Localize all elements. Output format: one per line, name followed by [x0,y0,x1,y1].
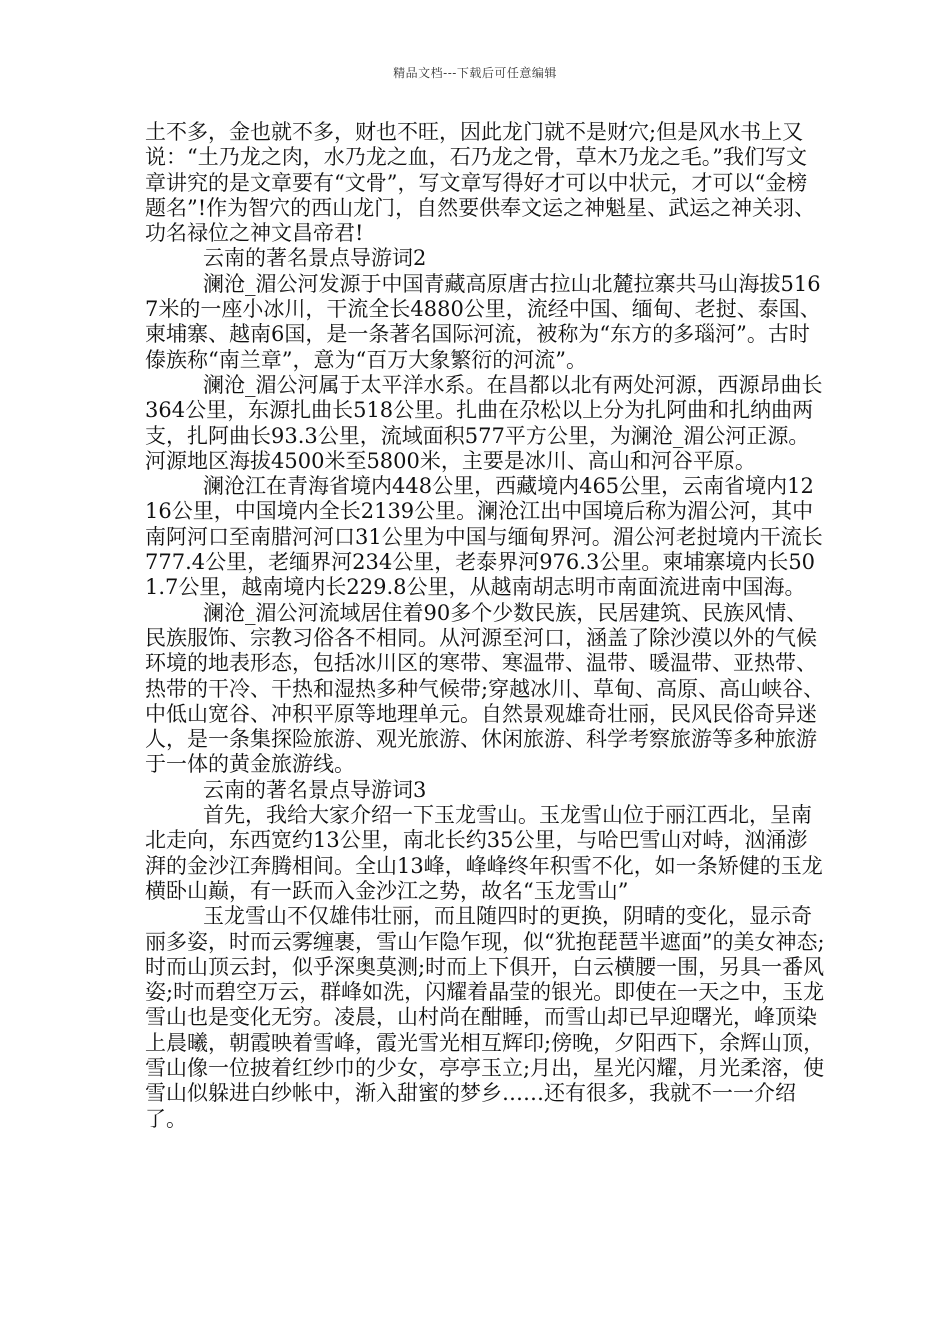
paragraph-continuation: 土不多，金也就不多，财也不旺，因此龙门就不是财穴;但是风水书上又说：“土乃龙之肉，水乃龙之血，石乃龙之骨，草木乃龙之毛。”我们写文章讲究的是文章要有“文骨”，写文章写得好才可以中状元，才可以“金榜题名”!作为智穴的西山龙门，自然要供奉文运之神魁星、武运之神关羽、功名禄位之神文昌帝君! [145,120,816,246]
document-body [145,120,825,1132]
paragraph: 玉龙雪山不仅雄伟壮丽，而且随四时的更换，阴晴的变化，显示奇丽多姿，时而云雾缠裹，雪山乍隐乍现，似“犹抱琵琶半遮面”的美女神态;时而山顶云封，似乎深奥莫测;时而上下俱开，白云横腰一围，另具一番风姿;时而碧空万云，群峰如洗，闪耀着晶莹的银光。即使在一天之中，玉龙雪山也是变化无穷。凌晨，山村尚在酣睡，而雪山却已早迎曙光，峰顶染上晨曦，朝霞映着雪峰，霞光雪光相互辉印;傍晚，夕阳西下，余辉山顶，雪山像一位披着红纱巾的少女，亭亭玉立;月出，星光闪耀，月光柔溶，使雪山似躲进白纱帐中，渐入甜蜜的梦乡……还有很多，我就不一一介绍了。 [145,904,825,1131]
paragraph: 澜沧_湄公河发源于中国青藏高原唐古拉山北麓拉寨共马山海拔5167米的一座小冰川，干流全长4880公里，流经中国、缅甸、老挝、泰国、柬埔寨、越南6国，是一条著名国际河流，被称为“东方的多瑙河”。古时傣族称“南兰章”，意为“百万大象繁衍的河流”。 [145,271,821,372]
page-header: 精品文档---下载后可任意编辑 [393,66,557,80]
section-heading: 云南的著名景点导游词3 [203,777,427,802]
section-heading: 云南的著名景点导游词2 [203,246,427,271]
paragraph: 首先，我给大家介绍一下玉龙雪山。玉龙雪山位于丽江西北，呈南北走向，东西宽约13公里，南北长约35公里，与哈巴雪山对峙，汹涌澎湃的金沙江奔腾相间。全山13峰，峰峰终年积雪不化，如一条矫健的玉龙横卧山巅，有一跃而入金沙江之势，故名“玉龙雪山” [145,803,823,903]
paragraph: 澜沧江在青海省境内448公里，西藏境内465公里，云南省境内1216公里，中国境内全长2139公里。澜沧江出中国境后称为湄公河，其中南阿河口至南腊河河口31公里为中国与缅甸界河。湄公河老挝境内干流长777.4公里，老缅界河234公里，老泰界河976.3公里。柬埔寨境内长501.7公里，越南境内长229.8公里，从越南胡志明市南面流进南中国海。 [145,474,823,600]
paragraph: 澜沧_湄公河属于太平洋水系。在昌都以北有两处河源，西源昂曲长364公里，东源扎曲长518公里。扎曲在尕松以上分为扎阿曲和扎纳曲两支，扎阿曲长93.3公里，流域面积577平方公里，为澜沧_湄公河正源。河源地区海拔4500米至5800米，主要是冰川、高山和河谷平原。 [145,372,823,473]
paragraph: 澜沧_湄公河流域居住着90多个少数民族，民居建筑、民族风情、民族服饰、宗教习俗各不相同。从河源至河口，涵盖了除沙漠以外的气候环境的地表形态，包括冰川区的寒带、寒温带、温带、暖温带、亚热带、热带的干冷、干热和湿热多种气候带;穿越冰川、草甸、高原、高山峡谷、中低山宽谷、冲积平原等地理单元。自然景观雄奇壮丽，民风民俗奇异迷人，是一条集探险旅游、观光旅游、休闲旅游、科学考察旅游等多种旅游于一体的黄金旅游线。 [145,600,825,777]
